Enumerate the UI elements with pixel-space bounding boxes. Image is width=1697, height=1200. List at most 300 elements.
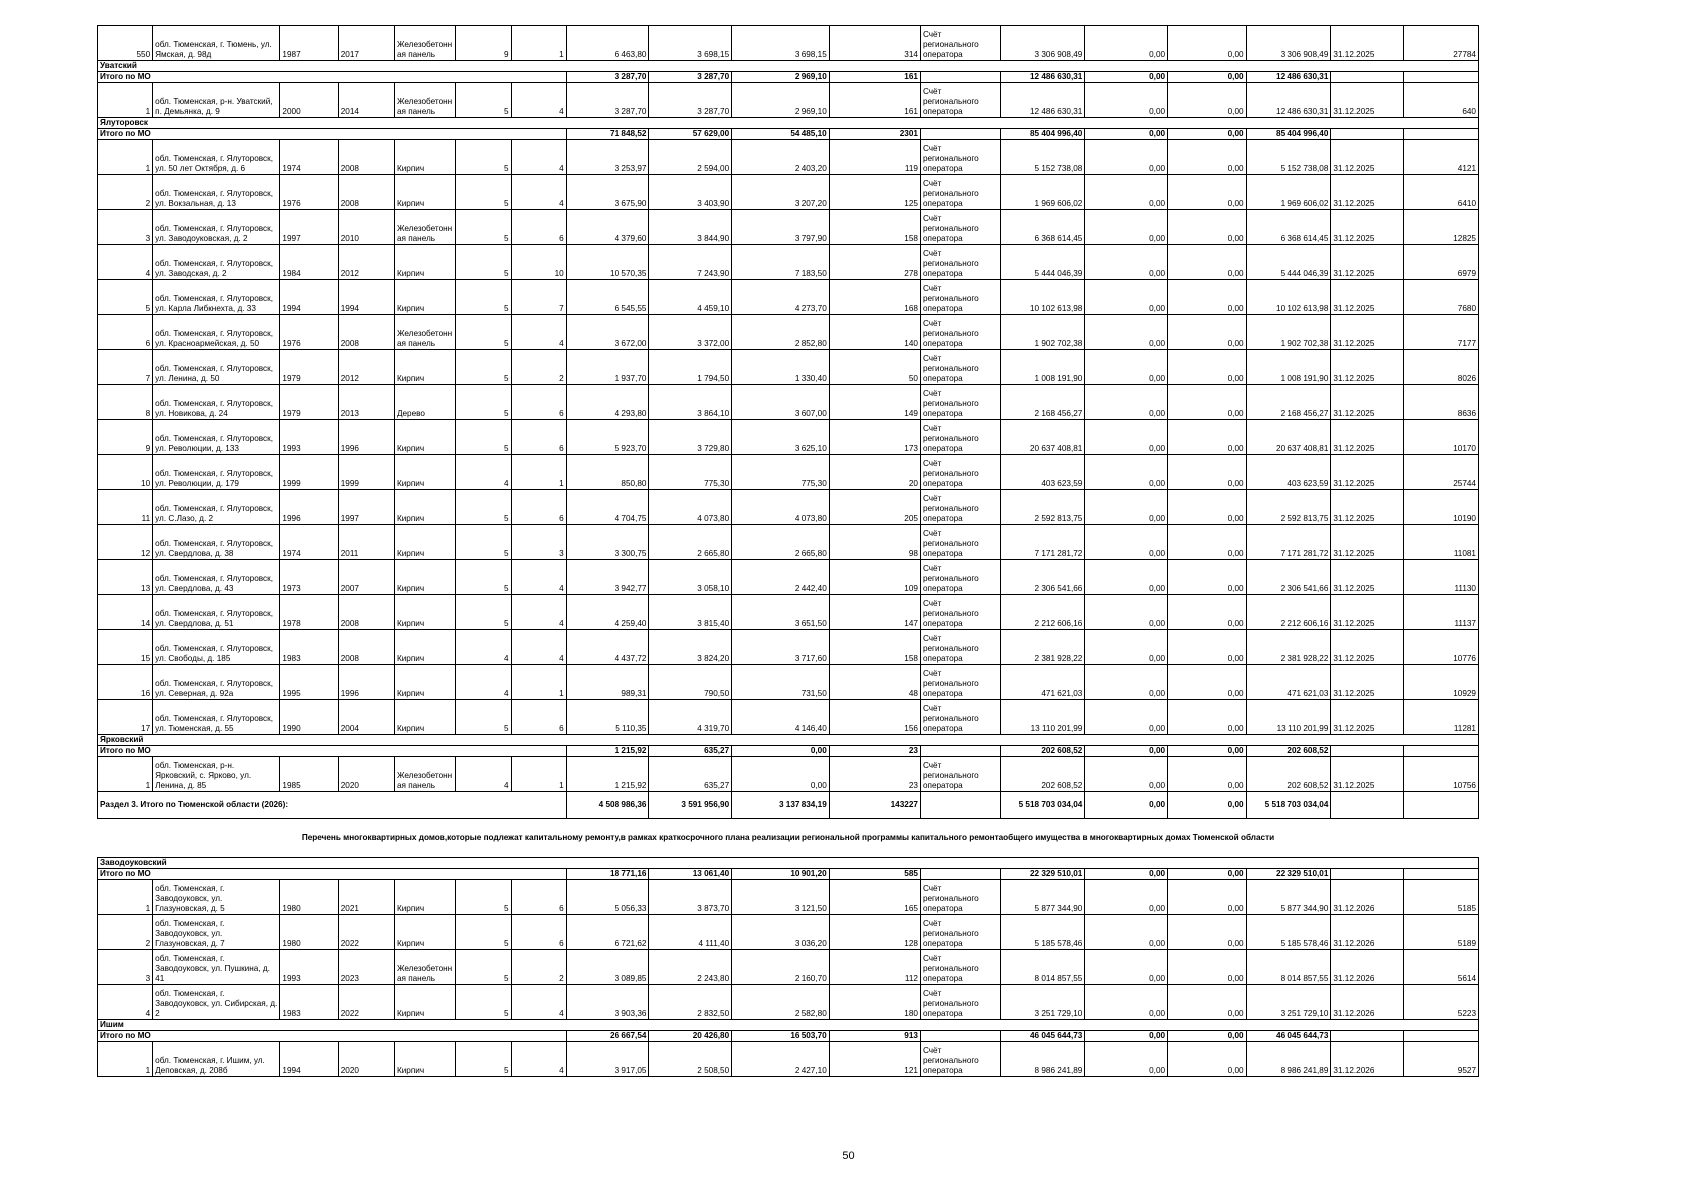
table-cell: 6 — [511, 490, 566, 525]
table-cell: 0,00 — [1085, 985, 1168, 1020]
table-cell: 5223 — [1403, 985, 1478, 1020]
total-cell: 0,00 — [1168, 1031, 1246, 1042]
table-cell: 2 168 456,27 — [1000, 385, 1085, 420]
table-cell: 13 110 201,99 — [1000, 700, 1085, 735]
table-cell: Кирпич — [394, 490, 456, 525]
table-cell: 2022 — [338, 915, 394, 950]
table-cell: Счёт регионального оператора — [920, 385, 1000, 420]
table-cell: 2 594,00 — [649, 140, 732, 175]
total-cell: 161 — [829, 72, 920, 83]
table-cell: 1996 — [338, 420, 394, 455]
total-cell: 0,00 — [732, 746, 830, 757]
table-cell: 3 306 908,49 — [1000, 26, 1085, 61]
table-cell: 3 625,10 — [732, 420, 830, 455]
table-cell: Кирпич — [394, 595, 456, 630]
table-cell: 10 102 613,98 — [1000, 280, 1085, 315]
empty-cell — [1403, 72, 1478, 83]
empty-cell — [1403, 1031, 1478, 1042]
table-cell: 0,00 — [1168, 880, 1246, 915]
table-cell: 0,00 — [1085, 280, 1168, 315]
table-cell: 0,00 — [1168, 560, 1246, 595]
table-cell: 3 121,50 — [732, 880, 830, 915]
table-cell: Кирпич — [394, 665, 456, 700]
table-cell: 149 — [829, 385, 920, 420]
table-cell: 5 — [456, 175, 511, 210]
table-cell: 9527 — [1403, 1042, 1478, 1077]
table-cell: обл. Тюменская, г. Заводоуковск, ул. Пушкина, д. 41 — [153, 950, 280, 985]
empty-cell — [1403, 792, 1478, 819]
table-cell: 2012 — [338, 245, 394, 280]
table-cell: 10929 — [1403, 665, 1478, 700]
table-cell: 0,00 — [1168, 915, 1246, 950]
table-cell: 10776 — [1403, 630, 1478, 665]
table-cell: 5 444 046,39 — [1246, 245, 1331, 280]
table-cell: 4 — [511, 315, 566, 350]
table-cell: 0,00 — [1085, 1042, 1168, 1077]
table-cell: 31.12.2025 — [1331, 490, 1403, 525]
table-cell: 0,00 — [1168, 630, 1246, 665]
table-cell: 2 665,80 — [649, 525, 732, 560]
table-cell: 31.12.2025 — [1331, 455, 1403, 490]
table-cell: 2 442,40 — [732, 560, 830, 595]
table-cell: 0,00 — [1168, 490, 1246, 525]
total-cell: 46 045 644,73 — [1000, 1031, 1085, 1042]
table-cell: Кирпич — [394, 915, 456, 950]
table-cell: Кирпич — [394, 560, 456, 595]
table-cell: 3 287,70 — [566, 83, 649, 118]
table-cell: 31.12.2025 — [1331, 420, 1403, 455]
table-cell: 5 — [456, 595, 511, 630]
total-cell: 2301 — [829, 129, 920, 140]
table-cell: 3 824,20 — [649, 630, 732, 665]
table-cell: 2 592 813,75 — [1246, 490, 1331, 525]
table-cell: 5 — [456, 420, 511, 455]
table-cell: 2 592 813,75 — [1000, 490, 1085, 525]
table-cell: 15 — [98, 630, 153, 665]
total-cell: 3 137 834,19 — [732, 792, 830, 819]
table-cell: 31.12.2025 — [1331, 245, 1403, 280]
table-cell: 2010 — [338, 210, 394, 245]
table-row — [98, 175, 1479, 210]
table-cell: 158 — [829, 210, 920, 245]
table-cell: 2 — [98, 175, 153, 210]
total-cell: 0,00 — [1085, 792, 1168, 819]
table-cell: 2 212 606,16 — [1000, 595, 1085, 630]
table-cell: 1980 — [280, 915, 338, 950]
table-cell: 4 — [456, 630, 511, 665]
table-cell: 4 — [511, 83, 566, 118]
table-row — [98, 985, 1479, 1020]
table-cell: Счёт регионального оператора — [920, 83, 1000, 118]
table-cell: 5189 — [1403, 915, 1478, 950]
table-cell: Железобетонная панель — [394, 210, 456, 245]
table-cell: обл. Тюменская, г. Заводоуковск, ул. Глазуновская, д. 5 — [153, 880, 280, 915]
table-cell: 3 942,77 — [566, 560, 649, 595]
table-cell: 3 698,15 — [732, 26, 830, 61]
table-cell: 10190 — [1403, 490, 1478, 525]
table-cell: 1994 — [280, 280, 338, 315]
table-cell: 202 608,52 — [1246, 757, 1331, 792]
total-cell: 22 329 510,01 — [1246, 869, 1331, 880]
table-cell: 6 — [511, 880, 566, 915]
table-cell: 1985 — [280, 757, 338, 792]
table-cell: 0,00 — [1168, 950, 1246, 985]
table-cell: 1984 — [280, 245, 338, 280]
table-row — [98, 280, 1479, 315]
total-cell: 202 608,52 — [1246, 746, 1331, 757]
table-cell: 6 368 614,45 — [1246, 210, 1331, 245]
table-cell: 205 — [829, 490, 920, 525]
table-cell: 2 — [511, 350, 566, 385]
table-cell: обл. Тюменская, г. Ялуторовск, ул. 50 лет Октября, д. 6 — [153, 140, 280, 175]
total-cell: 0,00 — [1168, 869, 1246, 880]
table-cell: 180 — [829, 985, 920, 1020]
municipality-name: Ялуторовск — [98, 118, 1479, 129]
total-cell: 18 771,16 — [566, 869, 649, 880]
table-cell: 2 665,80 — [732, 525, 830, 560]
municipality-total-row — [98, 746, 1479, 757]
table-row — [98, 880, 1479, 915]
table-cell: 0,00 — [1085, 140, 1168, 175]
total-cell: 46 045 644,73 — [1246, 1031, 1331, 1042]
table-cell: 0,00 — [1168, 315, 1246, 350]
table-cell: 4 — [456, 455, 511, 490]
table-cell: 2011 — [338, 525, 394, 560]
table-cell: 31.12.2025 — [1331, 280, 1403, 315]
table-cell: 5 — [456, 83, 511, 118]
table-cell: Кирпич — [394, 140, 456, 175]
table-cell: 8 — [98, 385, 153, 420]
table-cell: 1 — [98, 757, 153, 792]
table-cell: 4 — [511, 595, 566, 630]
table-cell: Кирпич — [394, 280, 456, 315]
table-cell: 1 — [98, 880, 153, 915]
capital-repair-table — [97, 25, 1479, 1077]
table-cell: 2 852,80 — [732, 315, 830, 350]
table-cell: 11281 — [1403, 700, 1478, 735]
table-cell: 790,50 — [649, 665, 732, 700]
table-cell: 31.12.2025 — [1331, 700, 1403, 735]
table-cell: 0,00 — [1085, 420, 1168, 455]
table-cell: 9 — [456, 26, 511, 61]
table-cell: 31.12.2025 — [1331, 665, 1403, 700]
table-row — [98, 665, 1479, 700]
table-cell: 5 185 578,46 — [1000, 915, 1085, 950]
table-cell: 3 — [98, 210, 153, 245]
table-cell: 0,00 — [1085, 385, 1168, 420]
total-cell: 3 287,70 — [566, 72, 649, 83]
table-cell: обл. Тюменская, г. Ялуторовск, ул. Карла Либкнехта, д. 33 — [153, 280, 280, 315]
table-cell: 2008 — [338, 140, 394, 175]
table-cell: 3 — [98, 950, 153, 985]
table-cell: 5185 — [1403, 880, 1478, 915]
table-cell: Счёт регионального оператора — [920, 140, 1000, 175]
table-cell: 775,30 — [649, 455, 732, 490]
table-cell: 4 073,80 — [732, 490, 830, 525]
table-cell: 1974 — [280, 140, 338, 175]
table-cell: 0,00 — [1085, 210, 1168, 245]
table-cell: 1999 — [338, 455, 394, 490]
table-cell: 1994 — [280, 1042, 338, 1077]
table-row — [98, 757, 1479, 792]
table-cell: Счёт регионального оператора — [920, 210, 1000, 245]
table-cell: 31.12.2025 — [1331, 350, 1403, 385]
table-cell: 125 — [829, 175, 920, 210]
table-cell: Кирпич — [394, 630, 456, 665]
table-cell: Счёт регионального оператора — [920, 595, 1000, 630]
table-cell: обл. Тюменская, г. Тюмень, ул. Ямская, д. 98д — [153, 26, 280, 61]
table-cell: 3 797,90 — [732, 210, 830, 245]
table-cell: 0,00 — [1168, 175, 1246, 210]
table-cell: 1 008 191,90 — [1000, 350, 1085, 385]
empty-cell — [1331, 129, 1403, 140]
table-cell: 6410 — [1403, 175, 1478, 210]
table-cell: 0,00 — [1168, 26, 1246, 61]
table-cell: Счёт регионального оператора — [920, 525, 1000, 560]
table-cell: обл. Тюменская, г. Ялуторовск, ул. Вокзальная, д. 13 — [153, 175, 280, 210]
table-cell: 5 — [456, 915, 511, 950]
total-cell: 3 591 956,90 — [649, 792, 732, 819]
table-cell: 31.12.2025 — [1331, 83, 1403, 118]
municipality-header-row — [98, 735, 1479, 746]
table-cell: 4 — [98, 245, 153, 280]
table-cell: 8 014 857,55 — [1000, 950, 1085, 985]
table-cell: 5 — [456, 525, 511, 560]
empty-cell — [920, 1031, 1000, 1042]
table-cell: 3 815,40 — [649, 595, 732, 630]
table-cell: 10 570,35 — [566, 245, 649, 280]
total-cell: 71 848,52 — [566, 129, 649, 140]
table-row — [98, 915, 1479, 950]
total-cell: 22 329 510,01 — [1000, 869, 1085, 880]
empty-cell — [1403, 746, 1478, 757]
municipality-total-row — [98, 869, 1479, 880]
table-cell: обл. Тюменская, г. Заводоуковск, ул. Глазуновская, д. 7 — [153, 915, 280, 950]
table-cell: 2 832,50 — [649, 985, 732, 1020]
total-cell: 16 503,70 — [732, 1031, 830, 1042]
table-cell: 3 675,90 — [566, 175, 649, 210]
table-cell: 7 183,50 — [732, 245, 830, 280]
table-cell: 0,00 — [1085, 525, 1168, 560]
table-cell: 2 403,20 — [732, 140, 830, 175]
table-cell: 1 — [98, 140, 153, 175]
table-cell: 0,00 — [1085, 757, 1168, 792]
table-cell: 4 — [98, 985, 153, 1020]
table-cell: 0,00 — [1085, 700, 1168, 735]
table-cell: 6 463,80 — [566, 26, 649, 61]
table-cell: 1 902 702,38 — [1000, 315, 1085, 350]
table-cell: Кирпич — [394, 985, 456, 1020]
table-cell: 2023 — [338, 950, 394, 985]
table-cell: 2008 — [338, 315, 394, 350]
table-cell: 1 902 702,38 — [1246, 315, 1331, 350]
table-cell: 2 160,70 — [732, 950, 830, 985]
table-cell: 2007 — [338, 560, 394, 595]
total-cell: 0,00 — [1085, 129, 1168, 140]
table-cell: 6 — [511, 385, 566, 420]
table-cell: 3 253,97 — [566, 140, 649, 175]
table-cell: 1979 — [280, 385, 338, 420]
table-cell: Счёт регионального оператора — [920, 490, 1000, 525]
total-cell: 0,00 — [1168, 792, 1246, 819]
table-cell: 4 111,40 — [649, 915, 732, 950]
table-row — [98, 700, 1479, 735]
table-cell: 4121 — [1403, 140, 1478, 175]
table-cell: 109 — [829, 560, 920, 595]
table-cell: 8 986 241,89 — [1246, 1042, 1331, 1077]
table-cell: обл. Тюменская, г. Ялуторовск, ул. Заводоуковская, д. 2 — [153, 210, 280, 245]
municipality-header-row — [98, 858, 1479, 869]
table-cell: 202 608,52 — [1000, 757, 1085, 792]
page-number: 50 — [842, 1150, 855, 1162]
table-cell: 0,00 — [1168, 525, 1246, 560]
table-cell: 31.12.2025 — [1331, 175, 1403, 210]
table-cell: обл. Тюменская, г. Ялуторовск, ул. Революции, д. 179 — [153, 455, 280, 490]
table-cell: 140 — [829, 315, 920, 350]
table-cell: 31.12.2026 — [1331, 915, 1403, 950]
table-cell: 4 — [511, 175, 566, 210]
table-cell: 31.12.2025 — [1331, 140, 1403, 175]
table-cell: 13 — [98, 560, 153, 595]
table-cell: 4 — [511, 630, 566, 665]
table-cell: 2 — [98, 915, 153, 950]
table-cell: 3 058,10 — [649, 560, 732, 595]
table-cell: 1993 — [280, 950, 338, 985]
table-cell: 5 — [456, 985, 511, 1020]
empty-cell — [1331, 792, 1403, 819]
table-cell: Счёт регионального оператора — [920, 915, 1000, 950]
table-cell: 4 273,70 — [732, 280, 830, 315]
table-cell: 403 623,59 — [1000, 455, 1085, 490]
table-row — [98, 420, 1479, 455]
table-cell: 3 651,50 — [732, 595, 830, 630]
table-cell: 1 937,70 — [566, 350, 649, 385]
table-cell: Железобетонная панель — [394, 757, 456, 792]
table-cell: 7680 — [1403, 280, 1478, 315]
table-cell: 6 — [511, 700, 566, 735]
table-cell: 1 008 191,90 — [1246, 350, 1331, 385]
table-cell: 1979 — [280, 350, 338, 385]
table-cell: 14 — [98, 595, 153, 630]
table-cell: 27784 — [1403, 26, 1478, 61]
table-cell: 2 582,80 — [732, 985, 830, 1020]
table-cell: 0,00 — [1085, 950, 1168, 985]
table-cell: 3 698,15 — [649, 26, 732, 61]
table-cell: Железобетонная панель — [394, 315, 456, 350]
table-cell: 11081 — [1403, 525, 1478, 560]
total-cell: 0,00 — [1085, 72, 1168, 83]
table-cell: 3 372,00 — [649, 315, 732, 350]
table-cell: 3 917,05 — [566, 1042, 649, 1077]
total-cell: 85 404 996,40 — [1246, 129, 1331, 140]
municipality-name: Ярковский — [98, 735, 1479, 746]
table-cell: 5 877 344,90 — [1246, 880, 1331, 915]
table-cell: 0,00 — [1168, 385, 1246, 420]
table-cell: 0,00 — [1085, 245, 1168, 280]
table-cell: 4 146,40 — [732, 700, 830, 735]
table-cell: 6 — [98, 315, 153, 350]
table-cell: 775,30 — [732, 455, 830, 490]
table-cell: 3 089,85 — [566, 950, 649, 985]
empty-cell — [920, 72, 1000, 83]
table-cell: 989,31 — [566, 665, 649, 700]
table-cell: 3 036,20 — [732, 915, 830, 950]
table-cell: 3 844,90 — [649, 210, 732, 245]
table-cell: 1 — [511, 26, 566, 61]
table-cell: 31.12.2025 — [1331, 595, 1403, 630]
table-cell: Счёт регионального оператора — [920, 757, 1000, 792]
table-cell: 10 — [98, 455, 153, 490]
table-cell: 1995 — [280, 665, 338, 700]
table-cell: 0,00 — [1085, 630, 1168, 665]
table-cell: 31.12.2026 — [1331, 950, 1403, 985]
table-cell: 4 073,80 — [649, 490, 732, 525]
total-cell: 0,00 — [1168, 746, 1246, 757]
table-cell: 147 — [829, 595, 920, 630]
total-cell: 0,00 — [1168, 72, 1246, 83]
table-cell: 31.12.2026 — [1331, 1042, 1403, 1077]
table-cell: Кирпич — [394, 700, 456, 735]
table-cell: обл. Тюменская, р-н. Уватский, п. Демьянка, д. 9 — [153, 83, 280, 118]
total-cell: 12 486 630,31 — [1246, 72, 1331, 83]
table-cell: 4 — [511, 1042, 566, 1077]
table-cell: Счёт регионального оператора — [920, 26, 1000, 61]
table-cell: 2020 — [338, 757, 394, 792]
table-cell: 5 — [456, 245, 511, 280]
table-cell: 165 — [829, 880, 920, 915]
table-cell: 0,00 — [1168, 83, 1246, 118]
municipality-name: Уватский — [98, 61, 1479, 72]
table-cell: 31.12.2026 — [1331, 880, 1403, 915]
table-cell: 2021 — [338, 880, 394, 915]
table-cell: 4 379,60 — [566, 210, 649, 245]
table-cell: 4 437,72 — [566, 630, 649, 665]
table-cell: 0,00 — [1168, 245, 1246, 280]
table-cell: 5 — [456, 210, 511, 245]
table-cell: 0,00 — [1168, 455, 1246, 490]
table-cell: Кирпич — [394, 175, 456, 210]
table-cell: Железобетонная панель — [394, 950, 456, 985]
table-cell: 0,00 — [1085, 665, 1168, 700]
table-cell: Счёт регионального оператора — [920, 560, 1000, 595]
table-cell: 4 319,70 — [649, 700, 732, 735]
table-cell: 1999 — [280, 455, 338, 490]
table-cell: обл. Тюменская, г. Ялуторовск, ул. Свободы, д. 185 — [153, 630, 280, 665]
table-cell: 640 — [1403, 83, 1478, 118]
table-cell: 31.12.2025 — [1331, 525, 1403, 560]
table-cell: Кирпич — [394, 1042, 456, 1077]
table-cell: 0,00 — [1085, 490, 1168, 525]
empty-cell — [1331, 746, 1403, 757]
table-cell: 10756 — [1403, 757, 1478, 792]
table-cell: 2 381 928,22 — [1246, 630, 1331, 665]
table-cell: 0,00 — [1168, 757, 1246, 792]
total-cell: 2 969,10 — [732, 72, 830, 83]
total-label: Раздел 3. Итого по Тюменской области (2026): — [98, 792, 567, 819]
table-cell: обл. Тюменская, г. Ялуторовск, ул. Свердлова, д. 43 — [153, 560, 280, 595]
table-row — [98, 1042, 1479, 1077]
total-cell: 0,00 — [1168, 129, 1246, 140]
total-cell: 0,00 — [1085, 1031, 1168, 1042]
table-cell: 6 — [511, 915, 566, 950]
table-body — [98, 26, 1479, 1077]
table-cell: Счёт регионального оператора — [920, 245, 1000, 280]
table-cell: Кирпич — [394, 525, 456, 560]
table-cell: 1994 — [338, 280, 394, 315]
empty-cell — [1331, 72, 1403, 83]
total-cell: 3 287,70 — [649, 72, 732, 83]
table-cell: обл. Тюменская, р-н. Ярковский, с. Ярково, ул. Ленина, д. 85 — [153, 757, 280, 792]
